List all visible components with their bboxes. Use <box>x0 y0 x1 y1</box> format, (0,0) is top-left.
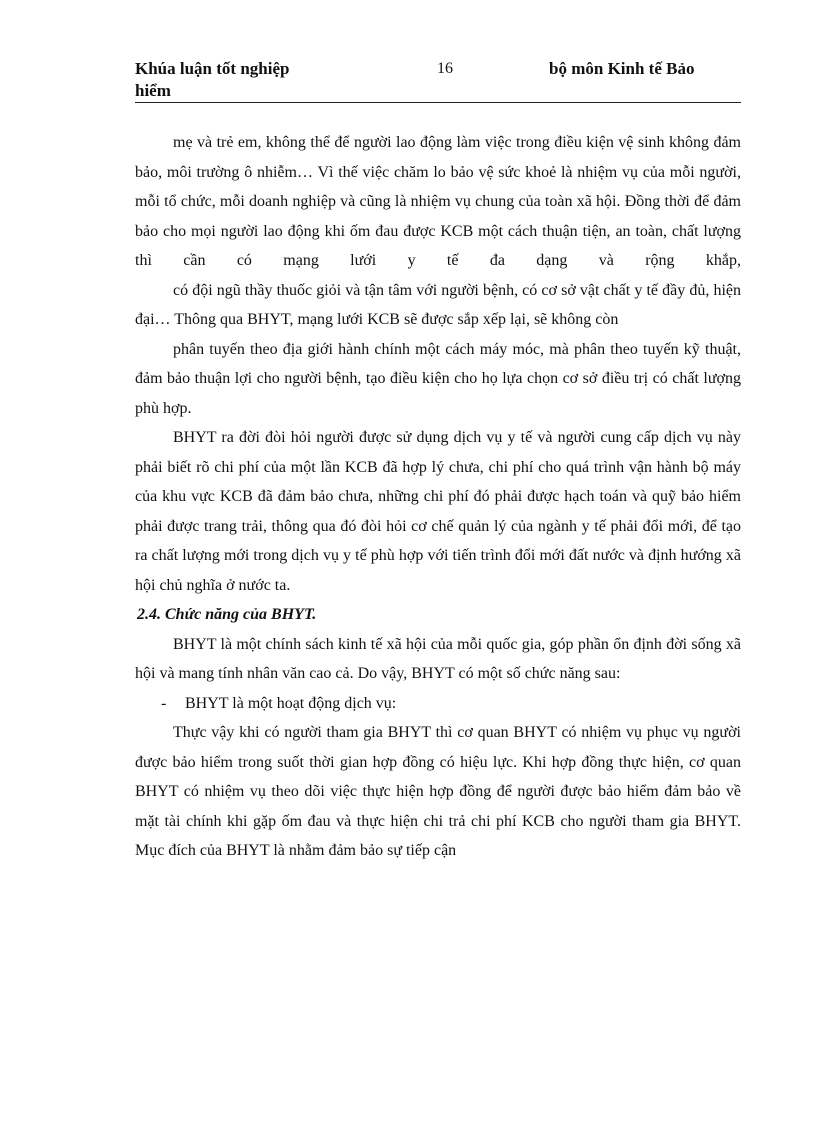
paragraph-2: có đội ngũ thầy thuốc giỏi và tận tâm với người bệnh, có cơ sở vật chất y tế đầy đủ, hiện đại… Thông qua BHYT, mạng lưới KCB sẽ được sắp xếp lại, sẽ không còn <box>135 281 741 328</box>
paragraph-3: phân tuyến theo địa giới hành chính một cách máy móc, mà phân theo tuyến kỹ thuật, đảm bảo thuận lợi cho người bệnh, tạo điều kiện cho họ lựa chọn cơ sở điều trị có chất lượng phù hợp. <box>135 340 741 417</box>
header-thesis-title: Khúa luận tốt nghiệp <box>135 59 290 78</box>
section-heading: 2.4. Chức năng của BHYT. <box>137 606 317 623</box>
header-department-continued: hiểm <box>135 81 171 100</box>
page-header <box>135 58 741 103</box>
bullet-text: BHYT là một hoạt động dịch vụ: <box>185 694 397 712</box>
bullet-dash: - <box>161 694 167 712</box>
page-number: 16 <box>437 60 453 77</box>
document-body <box>135 128 741 866</box>
bullet-item <box>135 689 741 719</box>
header-department: bộ môn Kinh tế Bảo <box>549 59 695 78</box>
paragraph-1: mẹ và trẻ em, không thể để người lao động làm việc trong điều kiện vệ sinh không đảm bảo, môi trường ô nhiễm… Vì thế việc chăm lo bảo vệ sức khoẻ là nhiệm vụ của mỗi người, mỗi tổ chức, mỗi doanh nghiệp và cũng là nhiệm vụ chung của toàn xã hội. Đồng thời để đảm bảo cho mọi người lao động khi ốm đau được KCB một cách thuận tiện, an toàn, chất lượng thì cần có mạng lưới y tế đa dạng và rộng khắp, <box>135 134 741 269</box>
paragraph-5: BHYT là một chính sách kinh tế xã hội của mỗi quốc gia, góp phần ổn định đời sống xã hội và mang tính nhân văn cao cả. Do vậy, BHYT có một số chức năng sau: <box>135 635 741 682</box>
paragraph-4: BHYT ra đời đòi hỏi người được sử dụng dịch vụ y tế và người cung cấp dịch vụ này phải biết rõ chi phí của một lần KCB đã hợp lý chưa, chi phí cho quá trình vận hành bộ máy của khu vực KCB đã đảm bảo chưa, những chi phí đó phải được hạch toán và quỹ bảo hiểm phải được trang trải, thông qua đó đòi hỏi cơ chế quản lý của ngành y tế phải đổi mới, để tạo ra chất lượng mới trong dịch vụ y tế phù hợp với tiến trình đổi mới đất nước và định hướng xã hội chủ nghĩa ở nước ta. <box>135 429 741 594</box>
paragraph-6: Thực vậy khi có người tham gia BHYT thì cơ quan BHYT có nhiệm vụ phục vụ người được bảo hiểm trong suốt thời gian hợp đồng có hiệu lực. Khi hợp đồng thực hiện, cơ quan BHYT có nhiệm vụ theo dõi việc thực hiện hợp đồng để người được bảo hiểm đảm bảo về mặt tài chính khi gặp ốm đau và thực hiện chi trả chi phí KCB cho người tham gia BHYT. Mục đích của BHYT là nhằm đảm bảo sự tiếp cận <box>135 724 741 859</box>
